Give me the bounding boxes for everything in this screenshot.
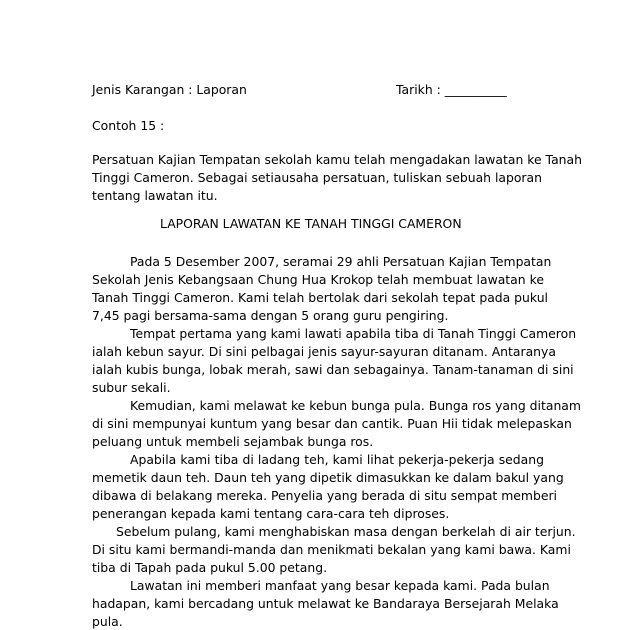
body-line: ialah kubis bunga, lobak merah, sawi dan sebagainya. Tanam-tanaman di sini xyxy=(92,362,574,377)
body-line: memetik daun teh. Daun teh yang dipetik dimasukkan ke dalam bakul yang xyxy=(92,470,564,485)
body-line: Tanah Tinggi Cameron. Kami telah bertolak dari sekolah tepat pada pukul xyxy=(92,290,548,305)
body-line: Di situ kami bermandi-manda dan menikmati bekalan yang kami bawa. Kami xyxy=(92,542,571,557)
body-line: Sekolah Jenis Kebangsaan Chung Hua Krokop telah membuat lawatan ke xyxy=(92,272,544,287)
body-line: dibawa di belakang mereka. Penyelia yang berada di situ sempat memberi xyxy=(92,488,557,503)
body-line: ialah kebun sayur. Di sini pelbagai jenis sayur-sayuran ditanam. Antaranya xyxy=(92,344,556,359)
body-line: Kemudian, kami melawat ke kebun bunga pula. Bunga ros yang ditanam xyxy=(130,398,581,413)
question-line: Tinggi Cameron. Sebagai setiausaha persatuan, tuliskan sebuah laporan xyxy=(92,170,542,185)
body-line: Pada 5 Desember 2007, seramai 29 ahli Persatuan Kajian Tempatan xyxy=(130,254,552,269)
body-line: Lawatan ini memberi manfaat yang besar kepada kami. Pada bulan xyxy=(130,578,550,593)
body-line: 7,45 pagi bersama-sama dengan 5 orang guru pengiring. xyxy=(92,308,449,323)
date-field-label: Tarikh : __________ xyxy=(396,82,507,97)
body-line: Tempat pertama yang kami lawati apabila tiba di Tanah Tinggi Cameron xyxy=(130,326,577,341)
body-line: penerangan kepada kami tentang cara-cara teh diproses. xyxy=(92,506,450,521)
body-line: subur sekali. xyxy=(92,380,171,395)
body-line: hadapan, kami bercadang untuk melawat ke Bandaraya Bersejarah Melaka xyxy=(92,596,559,611)
example-number: Contoh 15 : xyxy=(92,118,165,133)
question-line: Persatuan Kajian Tempatan sekolah kamu telah mengadakan lawatan ke Tanah xyxy=(92,152,582,167)
body-line: Apabila kami tiba di ladang teh, kami lihat pekerja-pekerja sedang xyxy=(130,452,544,467)
body-line: di sini mempunyai kuntum yang besar dan cantik. Puan Hii tidak melepaskan xyxy=(92,416,572,431)
report-title: LAPORAN LAWATAN KE TANAH TINGGI CAMERON xyxy=(160,216,462,231)
body-line: Sebelum pulang, kami menghabiskan masa dengan berkelah di air terjun. xyxy=(116,524,576,539)
question-line: tentang lawatan itu. xyxy=(92,188,218,203)
essay-type-label: Jenis Karangan : Laporan xyxy=(92,82,247,97)
body-line: pula. xyxy=(92,614,123,629)
body-line: tiba di Tapah pada pukul 5.00 petang. xyxy=(92,560,328,575)
body-line: peluang untuk membeli sejambak bunga ros. xyxy=(92,434,374,449)
